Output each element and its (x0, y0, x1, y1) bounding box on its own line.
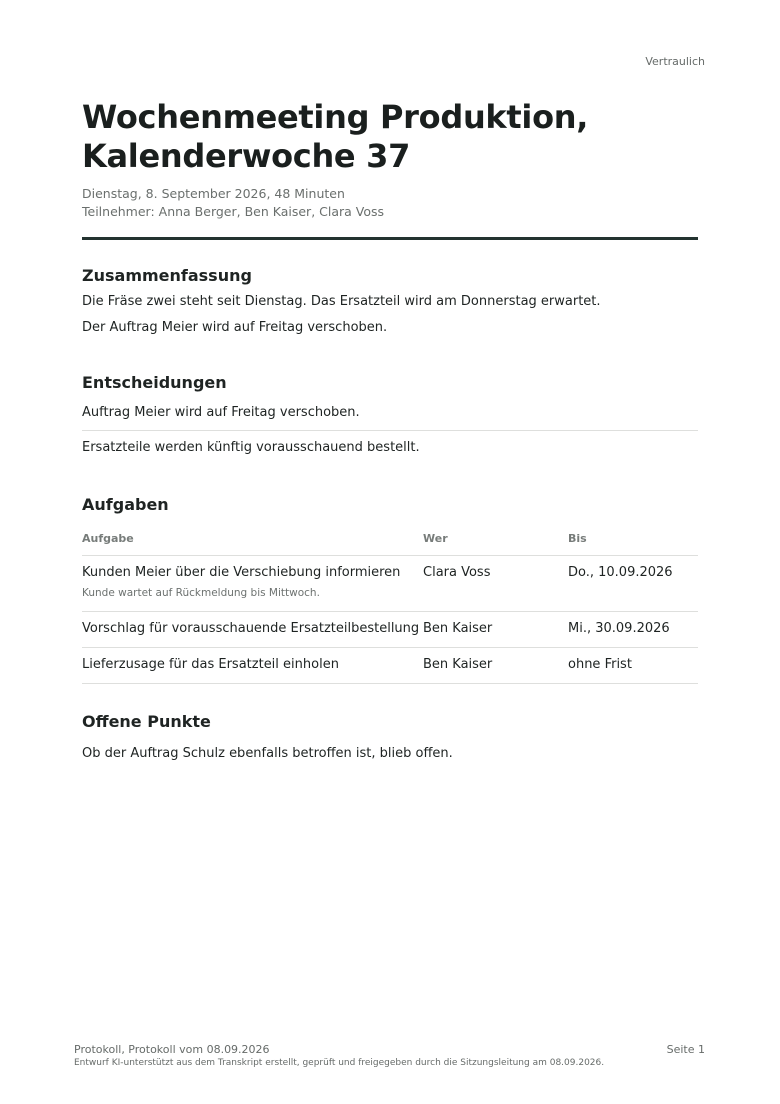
open-points-section (82, 712, 698, 763)
table-row (82, 612, 698, 648)
decisions-heading: Entscheidungen (82, 373, 227, 392)
task-text: Vorschlag für vorausschauende Ersatzteilbestellung (82, 621, 420, 636)
meeting-participants: Teilnehmer: Anna Berger, Ben Kaiser, Clara Voss (82, 204, 385, 219)
decision-item: Auftrag Meier wird auf Freitag verschoben. (82, 405, 360, 420)
header-divider (82, 237, 698, 240)
meeting-meta (82, 185, 698, 221)
open-point-item: Ob der Auftrag Schulz ebenfalls betroffen ist, blieb offen. (82, 746, 453, 761)
page-number: Seite 1 (666, 1043, 705, 1056)
column-header-who: Wer (423, 528, 568, 556)
task-cell (82, 648, 423, 684)
open-points-heading: Offene Punkte (82, 712, 211, 731)
decision-item: Ersatzteile werden künftig vorausschauend bestellt. (82, 430, 698, 465)
table-header-row (82, 528, 698, 556)
task-due: Mi., 30.09.2026 (568, 612, 698, 648)
column-header-task: Aufgabe (82, 528, 423, 556)
title-line-2: Kalenderwoche 37 (82, 137, 411, 175)
footer-note: Entwurf KI-unterstützt aus dem Transkript erstellt, geprüft und freigegeben durch die Sitzungsleitung am 08.09.2026. (74, 1058, 605, 1068)
task-text: Kunden Meier über die Verschiebung informieren (82, 565, 401, 580)
tasks-heading: Aufgaben (82, 495, 169, 514)
summary-section (82, 266, 698, 337)
page-title (82, 98, 698, 176)
task-text: Lieferzusage für das Ersatzteil einholen (82, 657, 339, 672)
task-due: ohne Frist (568, 648, 698, 684)
meeting-date: Dienstag, 8. September 2026, 48 Minuten (82, 186, 345, 201)
task-cell (82, 556, 423, 612)
title-line-1: Wochenmeeting Produktion, (82, 98, 589, 136)
table-row (82, 556, 698, 612)
tasks-table (82, 528, 698, 684)
task-owner: Ben Kaiser (423, 648, 568, 684)
summary-paragraph: Der Auftrag Meier wird auf Freitag verschoben. (82, 320, 388, 335)
task-due: Do., 10.09.2026 (568, 556, 698, 612)
footer-title: Protokoll, Protokoll vom 08.09.2026 (74, 1043, 270, 1056)
summary-paragraph: Die Fräse zwei steht seit Dienstag. Das Ersatzteil wird am Donnerstag erwartet. (82, 294, 601, 309)
footer (74, 1043, 604, 1068)
column-header-due: Bis (568, 528, 698, 556)
confidential-label: Vertraulich (645, 55, 705, 68)
document-content (82, 98, 698, 771)
summary-heading: Zusammenfassung (82, 266, 252, 285)
task-cell (82, 612, 423, 648)
task-note: Kunde wartet auf Rückmeldung bis Mittwoch. (82, 587, 320, 599)
decisions-section (82, 373, 698, 465)
tasks-section (82, 495, 698, 684)
task-owner: Ben Kaiser (423, 612, 568, 648)
task-owner: Clara Voss (423, 556, 568, 612)
table-row (82, 648, 698, 684)
